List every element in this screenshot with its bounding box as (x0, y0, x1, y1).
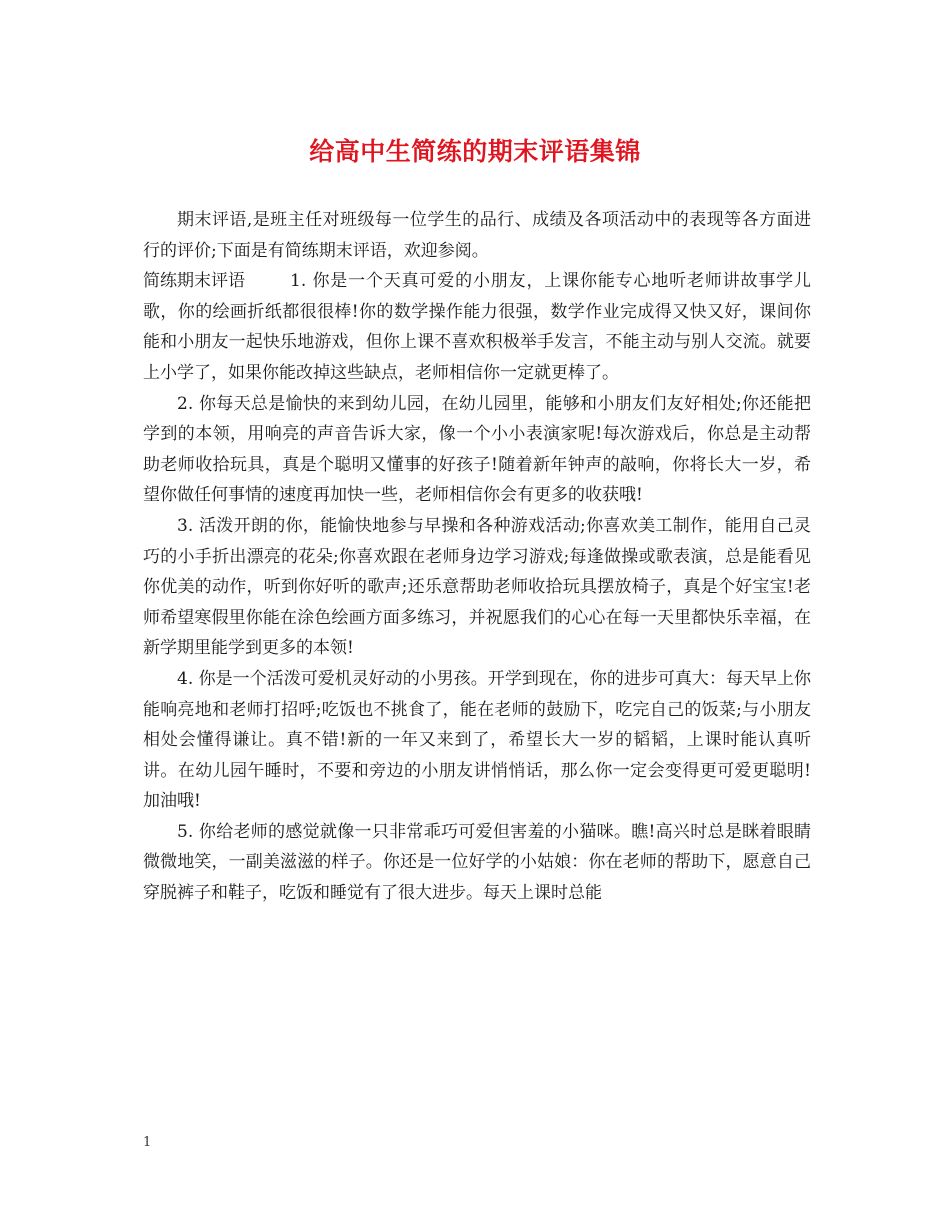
comment-paragraph-5: 5. 你给老师的感觉就像一只非常乖巧可爱但害羞的小猫咪。瞧!高兴时总是眯着眼睛微微地笑，一副美滋滋的样子。你还是一位好学的小姑娘：你在老师的帮助下，愿意自己穿脱裤子和鞋子，吃饭和睡觉有了很大进步。每天上课时总能 (143, 821, 811, 904)
comment-paragraph-2: 2. 你每天总是愉快的来到幼儿园，在幼儿园里，能够和小朋友们友好相处;你还能把学到的本领，用响亮的声音告诉大家，像一个小小表演家呢!每次游戏后，你总是主动帮助老师收拾玩具，真是个聪明又懂事的好孩子!随着新年钟声的敲响，你将长大一岁，希望你做任何事情的速度再加快一些，老师相信你会有更多的收获哦! (143, 393, 811, 506)
document-body (143, 205, 811, 909)
comment-text-1: 1. 你是一个天真可爱的小朋友，上课你能专心地听老师讲故事学儿歌，你的绘画折纸都很很棒!你的数学操作能力很强，数学作业完成得又快又好，课间你能和小朋友一起快乐地游戏，但你上课不喜欢积极举手发言，不能主动与别人交流。就要上小学了，如果你能改掉这些缺点，老师相信你一定就更棒了。 (143, 271, 811, 383)
comment-paragraph-4: 4. 你是一个活泼可爱机灵好动的小男孩。开学到现在，你的进步可真大：每天早上你能响亮地和老师打招呼;吃饭也不挑食了，能在老师的鼓励下，吃完自己的饭菜;与小朋友相处会懂得谦让。真不错!新的一年又来到了，希望长大一岁的韬韬，上课时能认真听讲。在幼儿园午睡时，不要和旁边的小朋友讲悄悄话，那么你一定会变得更可爱更聪明!加油哦! (143, 668, 811, 812)
section-heading: 简练期末评语 (143, 271, 245, 292)
intro-paragraph: 期末评语,是班主任对班级每一位学生的品行、成绩及各项活动中的表现等各方面进行的评价;下面是有简练期末评语，欢迎参阅。 (143, 210, 811, 261)
comment-paragraph-3: 3. 活泼开朗的你，能愉快地参与早操和各种游戏活动;你喜欢美工制作，能用自己灵巧的小手折出漂亮的花朵;你喜欢跟在老师身边学习游戏;每逢做操或歌表演，总是能看见你优美的动作，听到你好听的歌声;还乐意帮助老师收拾玩具摆放椅子，真是个好宝宝!老师希望寒假里你能在涂色绘画方面多练习，并祝愿我们的心心在每一天里都快乐幸福，在新学期里能学到更多的本领! (143, 515, 811, 659)
document-title: 给高中生简练的期末评语集锦 (309, 137, 641, 166)
page-number: 1 (143, 1135, 152, 1150)
comment-paragraph-1 (143, 266, 811, 388)
